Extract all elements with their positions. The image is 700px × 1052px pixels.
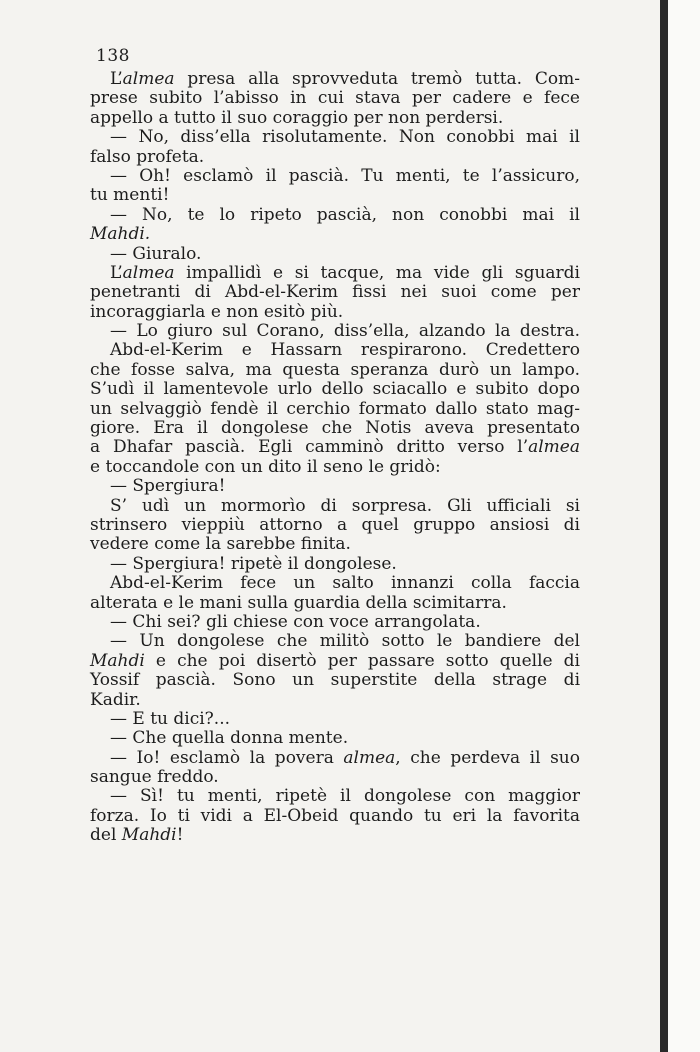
text-line: L’almea impallidì e si tacque, ma vide gli sguardi <box>110 262 580 283</box>
text-line: del Mahdi! <box>90 825 184 846</box>
text-line: — Giuralo. <box>110 243 202 264</box>
text-line: Kadir. <box>90 689 141 710</box>
text-line: un selvaggiò fendè il cerchio formato dallo stato mag- <box>90 398 580 419</box>
text-line: tu menti! <box>90 185 170 206</box>
text-line: giore. Era il dongolese che Notis aveva presentato <box>90 418 580 439</box>
text-line: e toccandole con un dito il seno le gridò: <box>90 456 441 477</box>
text-line: Abd-el-Kerim e Hassarn respirarono. Credettero <box>110 340 580 361</box>
text-line: alterata e le mani sulla guardia della scimitarra. <box>90 592 507 613</box>
text-line: forza. Io ti vidi a El-Obeid quando tu eri la favorita <box>90 805 580 826</box>
text-line: — Chi sei? gli chiese con voce arrangolata. <box>110 611 481 632</box>
text-line: — Lo giuro sul Corano, diss’ella, alzando la destra. <box>110 321 580 342</box>
text-line: Mahdi e che poi disertò per passare sotto quelle di <box>90 650 580 671</box>
text-line: prese subito l’abisso in cui stava per cadere e fece <box>90 88 580 109</box>
text-line: — Sì! tu menti, ripetè il dongolese con maggior <box>110 786 580 807</box>
text-line: — Spergiura! <box>110 476 226 497</box>
page-number: 138 <box>96 46 130 66</box>
body-text <box>90 70 580 846</box>
text-line: che fosse salva, ma questa speranza durò un lampo. <box>90 359 580 380</box>
text-line: — Un dongolese che militò sotto le bandiere del <box>110 631 580 652</box>
text-line: sangue freddo. <box>90 767 219 788</box>
text-line: S’ udì un mormorìo di sorpresa. Gli ufficiali si <box>110 495 580 516</box>
text-line: appello a tutto il suo coraggio per non perdersi. <box>90 107 504 128</box>
text-line: falso profeta. <box>90 146 205 167</box>
text-line: — No, te lo ripeto pascià, non conobbi mai il <box>110 204 580 225</box>
text-line: a Dhafar pascià. Egli camminò dritto verso l’almea <box>90 437 580 458</box>
text-line: — No, diss’ella risolutamente. Non conobbi mai il <box>110 127 580 148</box>
text-line: — Spergiura! ripetè il dongolese. <box>110 553 397 574</box>
text-line: S’udì il lamentevole urlo dello sciacallo e subito dopo <box>90 379 580 400</box>
text-line: penetranti di Abd-el-Kerim fissi nei suoi come per <box>90 282 580 303</box>
text-line: vedere come la sarebbe finita. <box>90 534 351 555</box>
text-line: Mahdi. <box>90 224 151 245</box>
text-line: Yossif pascià. Sono un superstite della strage di <box>90 670 580 691</box>
text-line: strinsero vieppiù attorno a quel gruppo ansiosi di <box>90 514 580 535</box>
text-line: — Che quella donna mente. <box>110 728 349 749</box>
text-line: Abd-el-Kerim fece un salto innanzi colla faccia <box>110 573 580 594</box>
text-line: L’almea presa alla sprovveduta tremò tutta. Com- <box>110 69 580 89</box>
page-edge <box>668 0 700 1052</box>
text-line: — Oh! esclamò il pascià. Tu menti, te l’assicuro, <box>110 165 580 186</box>
page-binding-edge <box>660 0 668 1052</box>
text-line: — E tu dici?... <box>110 708 231 729</box>
text-line: — Io! esclamò la povera almea, che perdeva il suo <box>110 747 580 768</box>
text-line: incoraggiarla e non esitò più. <box>90 301 344 322</box>
